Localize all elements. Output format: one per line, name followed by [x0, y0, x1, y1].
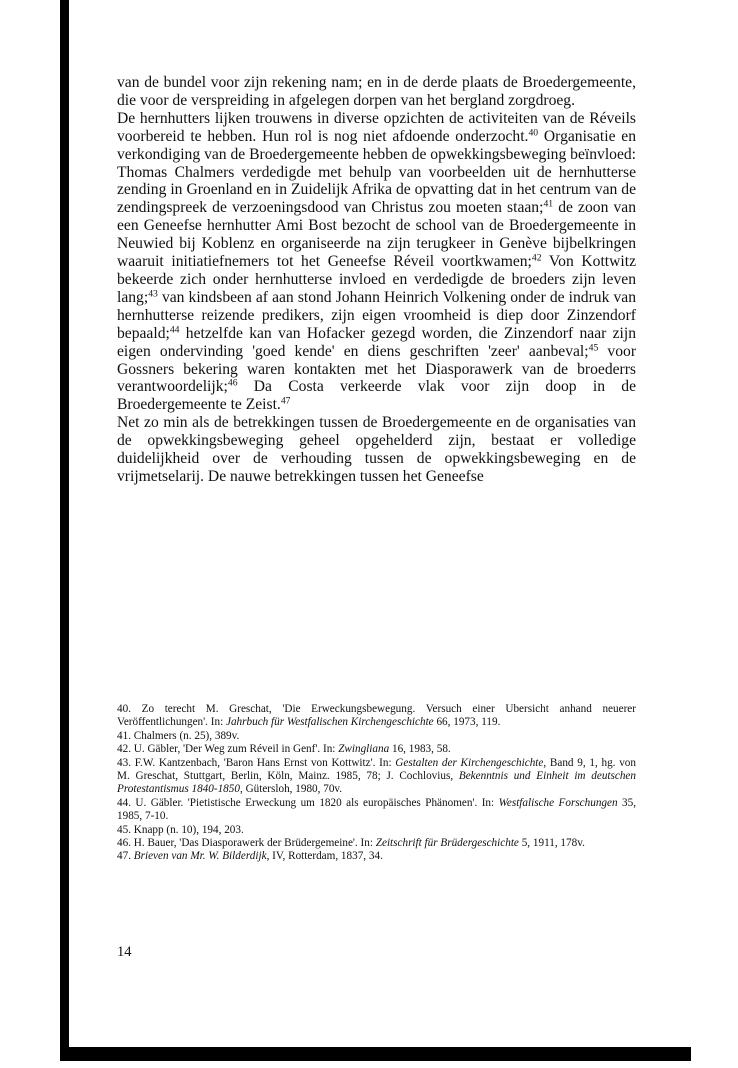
footnote-ref-46[interactable]: 46 [227, 378, 238, 390]
paragraph-2: De hernhutters lijken trouwens in diverse opzichten de activiteiten van de Réveils voorbereid te hebben. Hun rol is nog niet afdoende onderzocht.$^{40}$ Organisatie en verkondiging van de Broedergemeente hebben de opwekkingsbeweging beïnvloed: Thomas Chalmers verdedigde met behulp van voorbeelden uit de hernhutterse zending in Groenland en in Zuidelijk Afrika de opvatting dat in het centrum van de zendingspreek de verzoeningsdood van Christus zou moeten staan;$^{41}$ de zoon van een Geneefse hernhutter Ami Bost bezocht de school van de Broedergemeente in Neuwied bij Koblenz en organiseerde na zijn terugkeer in Genève bijbelkringen waaruit initiatiefnemers tot het Geneefse Réveil voortkwamen;$^{42}$ Von Kottwitz bekeerde zich onder hernhutterse invloed en verdedigde de broeders zijn leven lang;$^{43}$ van kindsbeen af aan stond Johann Heinrich Volkening onder de indruk van hernhutterse reizende predikers, zijn eigen vroomheid is diep door Zinzendorf bepaald;$^{44}$ hetzelfde kan van Hofacker gezegd worden, die Zinzendorf naar zijn eigen ondervinding 'goed kende' en diens geschriften 'zeer' aanbeval;$^{45}$ voor Gossners bekering waren kontakten met het Diasporawerk van de broederrs verantwoordelijk;$^{46}$ Da Costa verkeerde vlak voor zijn doop in de Broedergemeente te Zeist.$^{47}$ [117, 109, 637, 414]
footnote-40: 40. Zo terecht M. Greschat, 'Die Erweckungsbewegung. Versuch einer Ubersicht anhand neuerer Veröffentlichungen'. In: Jahrbuch für Westfalischen Kirchengeschichte 66, 1973, 119. [117, 703, 636, 729]
footnote-ref-45[interactable]: 45 [588, 342, 599, 354]
footnote-41: 41. Chalmers (n. 25), 389v. [117, 729, 240, 742]
footnote-42: 42. U. Gäbler, 'Der Weg zum Réveil in Genf'. In: Zwingliana 16, 1983, 58. [117, 743, 451, 756]
footnote-43: 43. F.W. Kantzenbach, 'Baron Hans Ernst von Kottwitz'. In: Gestalten der Kirchengeschichte, Band 9, 1, hg. von M. Greschat, Stuttgart, Berlin, Köln, Mainz. 1985, 78; J. Cochlovius, Bekenntnis und Einheit im deutschen Protestantismus 1840-1850, Gütersloh, 1980, 70v. [117, 756, 636, 796]
footnote-47: 47. Brieven van Mr. W. Bilderdijk, IV, Rotterdam, 1837, 34. [117, 850, 383, 863]
page-number: 14 [117, 944, 132, 960]
scan-border-left [60, 0, 69, 1052]
footnotes [117, 703, 636, 864]
footnote-ref-43[interactable]: 43 [148, 288, 158, 300]
footnote-ref-40[interactable]: 40 [528, 127, 539, 139]
footnote-ref-41[interactable]: 41 [543, 199, 554, 211]
footnote-44: 44. U. Gäbler. 'Pietistische Erweckung um 1820 als europäisches Phänomen'. In: Westfalische Forschungen 35, 1985, 7-10. [117, 796, 637, 823]
body-text [117, 74, 636, 486]
footnote-46: 46. H. Bauer, 'Das Diasporawerk der Brüdergemeine'. In: Zeitschrift für Brüdergeschichte 5, 1911, 178v. [117, 837, 585, 850]
footnote-ref-47[interactable]: 47 [280, 396, 291, 407]
scan-border-bottom [60, 1047, 691, 1061]
footnote-ref-44[interactable]: 44 [169, 324, 180, 336]
paragraph-3: Net zo min als de betrekkingen tussen de Broedergemeente en de organisaties van de opwekkingsbeweging geheel opgehelderd zijn, bestaat er volledige duidelijkheid over de verhouding tussen de opwekkingsbeweging en de vrijmetselarij. De nauwe betrekkingen tussen het Geneefse [117, 414, 636, 485]
footnote-45: 45. Knapp (n. 10), 194, 203. [117, 823, 244, 836]
paragraph-1: van de bundel voor zijn rekening nam; en in de derde plaats de Broedergemeente, die voor de verspreiding in afgelegen dorpen van het bergland zorgdroeg. [117, 74, 636, 109]
footnote-ref-42[interactable]: 42 [531, 252, 542, 264]
